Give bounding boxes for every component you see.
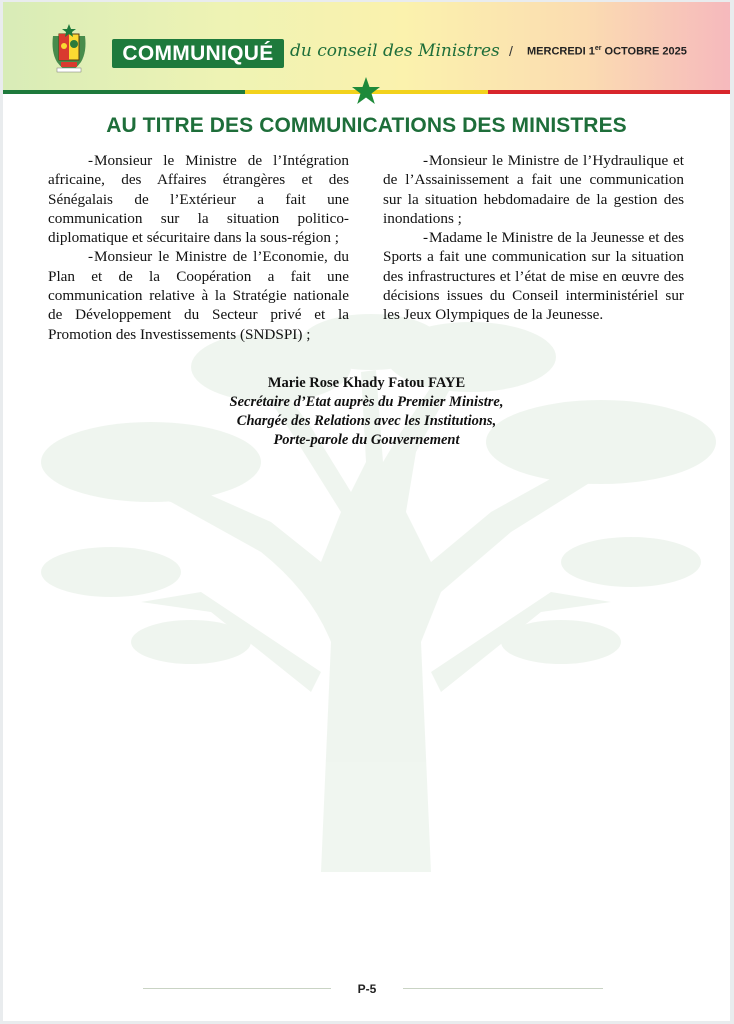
- signatory-role-line: Secrétaire d’Etat auprès du Premier Ministre,: [229, 394, 504, 410]
- senegal-emblem-icon: [47, 22, 91, 74]
- communique-brand: COMMUNIQUÉ: [112, 39, 284, 68]
- document-page: [3, 2, 730, 1021]
- signatory-name: Marie Rose Khady Fatou FAYE: [267, 375, 466, 391]
- list-item: -Monsieur le Ministre de l’Hydraulique et de l’Assainissement a fait une communication sur la situation hebdomadaire de la gestion des inondations ;: [383, 152, 684, 227]
- footer-rule-left: [143, 988, 331, 989]
- footer-rule-right: [403, 988, 603, 989]
- left-column: [48, 151, 349, 344]
- green-star-icon: [351, 76, 381, 106]
- right-column: [383, 151, 684, 325]
- signature-block: [3, 374, 730, 450]
- header-separator: /: [509, 43, 513, 59]
- list-item: -Madame le Ministre de la Jeunesse et des Sports a fait une communication sur la situation des infrastructures et l’état de mise en œuvre des décisions issues du Conseil interministériel sur les Jeux Olympiques de la Jeunesse.: [383, 229, 684, 324]
- list-item: -Monsieur le Ministre de l’Economie, du Plan et de la Coopération a fait une communication relative à la Stratégie nationale de Développement du Secteur privé et la Promotion des Investissements (SNDSPI) ;: [48, 248, 349, 343]
- meeting-date: MERCREDI 1er OCTOBRE 2025: [527, 45, 687, 58]
- signatory-role-line: Chargée des Relations avec les Institutions,: [236, 413, 497, 429]
- council-subtitle: du conseil des Ministres: [290, 41, 500, 61]
- section-title: AU TITRE DES COMMUNICATIONS DES MINISTRES: [106, 114, 627, 137]
- list-item: -Monsieur le Ministre de l’Intégration africaine, des Affaires étrangères et des Sénégalais de l’Extérieur a fait une communication sur la situation politico-diplomatique et sécuritaire dans la sous-région ;: [48, 152, 349, 247]
- signatory-role-line: Porte-parole du Gouvernement: [273, 432, 460, 448]
- page-number: P-5: [357, 982, 377, 996]
